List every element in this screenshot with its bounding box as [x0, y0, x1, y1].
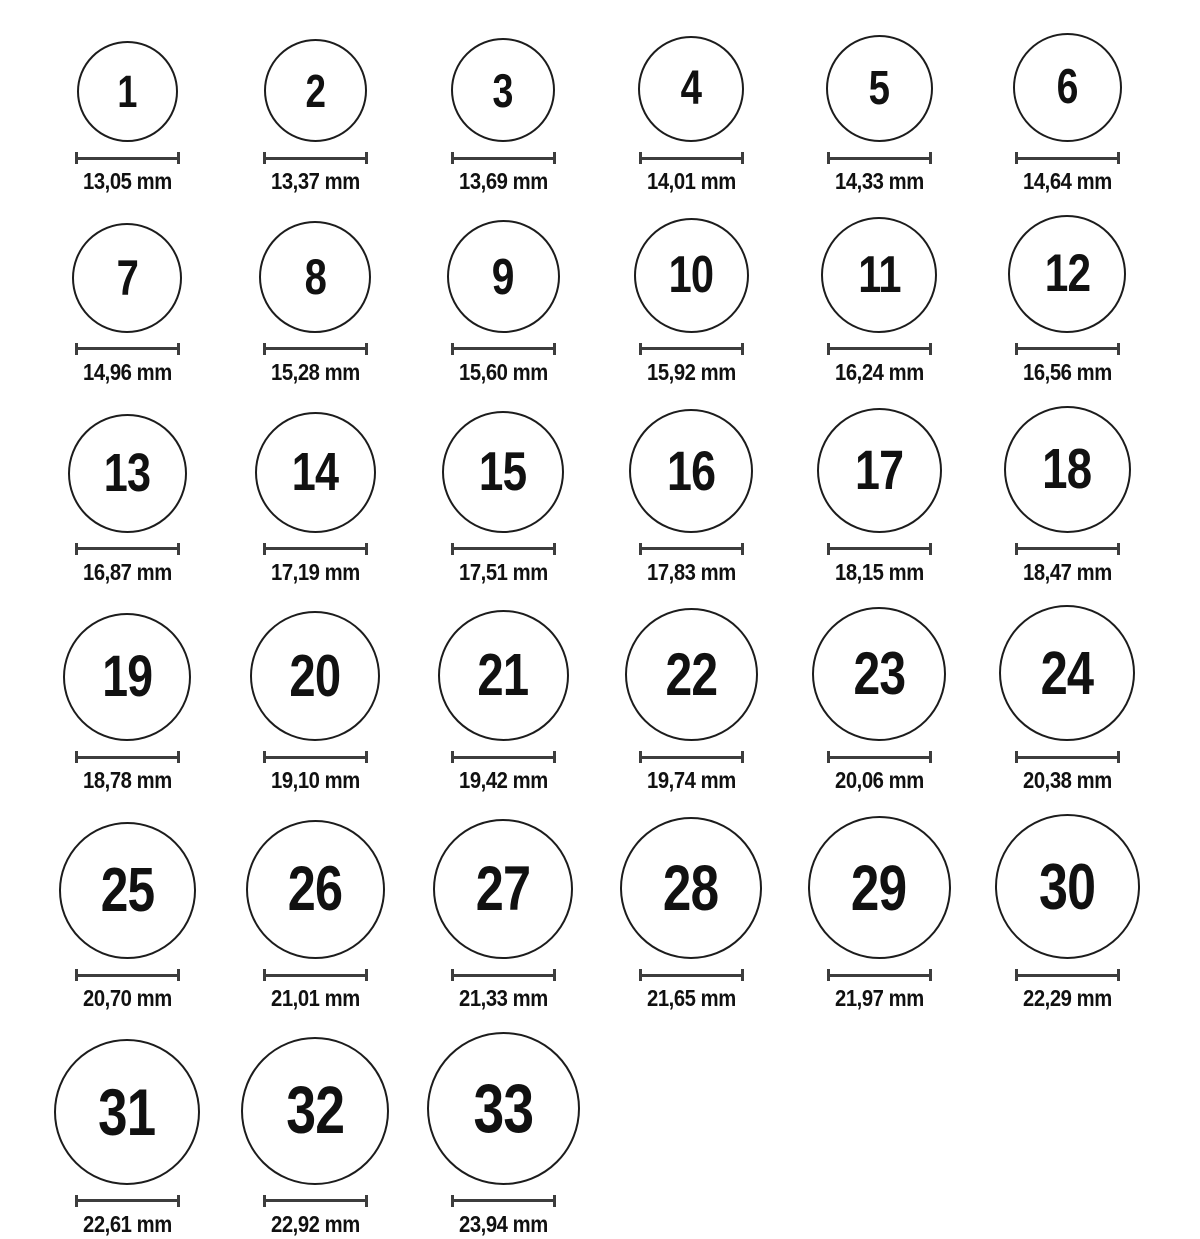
ring-item: [785, 607, 973, 795]
ring-circle: [68, 414, 187, 533]
measure-bar: [454, 974, 553, 977]
measure-bar: [78, 1199, 177, 1202]
ring-item: [409, 220, 597, 387]
measure-endcap-right: [365, 543, 368, 555]
ring-circle: [255, 412, 376, 533]
ring-size-number: 33: [473, 1069, 533, 1147]
measure-endcap-right: [741, 751, 744, 763]
measure-bar: [830, 974, 929, 977]
ring-item: [221, 611, 409, 795]
measure-endcap-right: [177, 343, 180, 355]
measure-bar: [642, 347, 741, 350]
measure-endcap-right: [365, 751, 368, 763]
ring-item: [785, 35, 973, 196]
diameter-label: 22,29 mm: [1022, 985, 1112, 1011]
ring-item: [33, 1039, 221, 1239]
ring-circle: [817, 408, 942, 533]
measure-bar: [266, 347, 365, 350]
measure-endcap-right: [741, 152, 744, 164]
diameter-measure-line: [639, 152, 744, 164]
ring-circle: [72, 223, 182, 333]
ring-circle: [634, 218, 749, 333]
diameter-measure-line: [451, 751, 556, 763]
ring-size-number: 25: [100, 855, 154, 925]
diameter-label: 20,38 mm: [1022, 767, 1112, 794]
measure-bar: [1018, 756, 1117, 759]
measure-bar: [1018, 547, 1117, 550]
ring-circle: [826, 35, 933, 142]
ring-item: [409, 38, 597, 196]
diameter-measure-line: [1015, 152, 1120, 164]
measure-bar: [642, 974, 741, 977]
ring-circle: [620, 817, 762, 959]
ring-item: [221, 221, 409, 387]
diameter-label: 18,15 mm: [834, 558, 924, 585]
ring-item: [785, 816, 973, 1013]
ring-item: [597, 36, 785, 196]
ring-circle: [264, 39, 367, 142]
measure-endcap-right: [553, 751, 556, 763]
diameter-measure-line: [1015, 751, 1120, 763]
diameter-measure-line: [451, 152, 556, 164]
ring-item: [785, 408, 973, 587]
diameter-label: 19,74 mm: [646, 767, 736, 794]
diameter-measure-line: [827, 343, 932, 355]
diameter-label: 20,06 mm: [834, 767, 924, 794]
ring-size-number: 22: [665, 640, 717, 708]
diameter-label: 22,61 mm: [82, 1210, 172, 1237]
ring-circle: [447, 220, 560, 333]
diameter-label: 17,83 mm: [646, 558, 736, 585]
measure-bar: [454, 1199, 553, 1202]
measure-endcap-right: [177, 751, 180, 763]
measure-endcap-right: [177, 543, 180, 555]
measure-bar: [1018, 157, 1117, 160]
diameter-measure-line: [639, 969, 744, 981]
ring-item: [33, 613, 221, 795]
diameter-measure-line: [75, 1195, 180, 1207]
ring-size-number: 16: [666, 438, 716, 502]
measure-endcap-right: [365, 152, 368, 164]
measure-bar: [1018, 347, 1117, 350]
measure-bar: [830, 157, 929, 160]
diameter-label: 23,94 mm: [458, 1210, 548, 1237]
diameter-measure-line: [451, 969, 556, 981]
ring-item: [33, 41, 221, 196]
diameter-label: 18,78 mm: [82, 767, 172, 794]
ring-size-number: 8: [304, 248, 326, 305]
ring-item: [221, 820, 409, 1013]
ring-circle: [63, 613, 191, 741]
ring-size-number: 5: [868, 61, 890, 115]
ring-size-number: 17: [854, 438, 904, 501]
ring-size-number: 23: [853, 640, 905, 708]
ring-item: [597, 608, 785, 795]
ring-circle: [77, 41, 178, 142]
ring-item: [597, 218, 785, 387]
ring-circle: [259, 221, 371, 333]
ring-size-number: 32: [285, 1073, 345, 1149]
measure-endcap-right: [929, 543, 932, 555]
ring-item: [33, 822, 221, 1013]
diameter-measure-line: [263, 1195, 368, 1207]
diameter-measure-line: [639, 543, 744, 555]
measure-endcap-right: [365, 969, 368, 981]
measure-bar: [78, 157, 177, 160]
diameter-measure-line: [263, 751, 368, 763]
ring-item: [221, 412, 409, 587]
diameter-label: 16,56 mm: [1022, 358, 1112, 385]
diameter-measure-line: [75, 152, 180, 164]
diameter-measure-line: [451, 543, 556, 555]
ring-circle: [59, 822, 196, 959]
ring-circle: [625, 608, 758, 741]
measure-bar: [266, 1199, 365, 1202]
measure-bar: [266, 756, 365, 759]
diameter-measure-line: [75, 543, 180, 555]
ring-item: [597, 409, 785, 587]
ring-size-number: 11: [857, 245, 901, 304]
diameter-label: 20,70 mm: [82, 985, 172, 1011]
chart-row: [33, 1032, 1200, 1239]
diameter-measure-line: [263, 543, 368, 555]
measure-bar: [454, 347, 553, 350]
measure-endcap-right: [553, 1195, 556, 1207]
ring-size-number: 7: [116, 249, 138, 306]
ring-size-number: 26: [287, 854, 343, 924]
ring-size-number: 6: [1056, 60, 1078, 114]
measure-endcap-right: [1117, 751, 1120, 763]
diameter-measure-line: [75, 751, 180, 763]
measure-bar: [830, 547, 929, 550]
diameter-label: 14,64 mm: [1022, 168, 1112, 194]
chart-row: [33, 215, 1200, 387]
diameter-label: 15,60 mm: [458, 358, 548, 385]
ring-circle: [451, 38, 555, 142]
diameter-label: 21,33 mm: [458, 985, 548, 1011]
ring-item: [33, 414, 221, 587]
diameter-measure-line: [263, 152, 368, 164]
diameter-label: 16,87 mm: [82, 558, 172, 585]
measure-endcap-right: [1117, 969, 1120, 981]
ring-size-number: 18: [1042, 436, 1092, 501]
ring-size-number: 31: [98, 1074, 156, 1149]
ring-circle: [1004, 406, 1131, 533]
ring-item: [33, 223, 221, 387]
diameter-label: 21,01 mm: [270, 985, 360, 1011]
ring-circle: [812, 607, 946, 741]
ring-size-number: 29: [851, 851, 907, 924]
ring-size-number: 10: [668, 246, 714, 305]
measure-endcap-right: [929, 343, 932, 355]
diameter-label: 19,10 mm: [270, 767, 360, 794]
measure-bar: [642, 157, 741, 160]
measure-endcap-right: [929, 751, 932, 763]
measure-endcap-right: [929, 152, 932, 164]
ring-size-number: 2: [305, 64, 325, 117]
ring-item: [409, 819, 597, 1013]
diameter-measure-line: [451, 1195, 556, 1207]
diameter-label: 15,92 mm: [646, 358, 736, 385]
diameter-measure-line: [1015, 343, 1120, 355]
ring-size-number: 30: [1038, 850, 1096, 923]
ring-item: [973, 605, 1161, 795]
ring-circle: [808, 816, 951, 959]
ring-circle: [638, 36, 744, 142]
diameter-label: 14,33 mm: [834, 168, 924, 194]
diameter-measure-line: [1015, 543, 1120, 555]
measure-endcap-right: [1117, 343, 1120, 355]
diameter-label: 17,19 mm: [270, 558, 360, 585]
ring-item: [409, 1032, 597, 1239]
diameter-label: 22,92 mm: [270, 1210, 360, 1237]
measure-bar: [642, 756, 741, 759]
ring-size-number: 14: [291, 442, 339, 502]
measure-bar: [78, 974, 177, 977]
ring-size-number: 19: [101, 644, 152, 710]
ring-size-number: 4: [680, 62, 702, 115]
ring-size-number: 15: [479, 440, 527, 502]
ring-size-number: 28: [663, 852, 719, 924]
chart-row: [33, 605, 1200, 795]
ring-circle: [999, 605, 1135, 741]
ring-circle: [629, 409, 753, 533]
measure-endcap-right: [365, 1195, 368, 1207]
measure-bar: [78, 347, 177, 350]
measure-bar: [266, 157, 365, 160]
chart-row: [33, 406, 1200, 587]
diameter-label: 14,96 mm: [82, 358, 172, 385]
measure-bar: [1018, 974, 1117, 977]
measure-bar: [78, 756, 177, 759]
measure-bar: [266, 974, 365, 977]
ring-circle: [250, 611, 380, 741]
measure-bar: [642, 547, 741, 550]
diameter-measure-line: [827, 969, 932, 981]
measure-bar: [454, 547, 553, 550]
ring-item: [973, 814, 1161, 1013]
ring-size-number: 13: [103, 443, 151, 503]
diameter-label: 18,47 mm: [1022, 558, 1112, 585]
measure-endcap-right: [741, 543, 744, 555]
diameter-measure-line: [639, 751, 744, 763]
measure-bar: [454, 157, 553, 160]
diameter-measure-line: [827, 751, 932, 763]
diameter-label: 13,69 mm: [458, 168, 548, 194]
diameter-label: 16,24 mm: [834, 358, 924, 385]
measure-endcap-right: [177, 152, 180, 164]
measure-bar: [266, 547, 365, 550]
diameter-measure-line: [1015, 969, 1120, 981]
measure-endcap-right: [177, 969, 180, 981]
diameter-label: 13,37 mm: [270, 168, 360, 194]
ring-size-number: 20: [289, 642, 341, 709]
ring-circle: [821, 217, 937, 333]
ring-item: [221, 39, 409, 196]
ring-circle: [433, 819, 573, 959]
ring-circle: [246, 820, 385, 959]
diameter-measure-line: [75, 343, 180, 355]
ring-circle: [1013, 33, 1122, 142]
ring-item: [409, 610, 597, 795]
ring-size-number: 1: [117, 66, 137, 117]
diameter-measure-line: [75, 969, 180, 981]
diameter-measure-line: [263, 969, 368, 981]
ring-size-number: 27: [475, 853, 531, 924]
measure-endcap-right: [741, 969, 744, 981]
ring-circle: [241, 1037, 389, 1185]
diameter-label: 17,51 mm: [458, 558, 548, 585]
diameter-label: 15,28 mm: [270, 358, 360, 385]
measure-endcap-right: [1117, 543, 1120, 555]
diameter-measure-line: [827, 543, 932, 555]
diameter-measure-line: [263, 343, 368, 355]
diameter-measure-line: [451, 343, 556, 355]
diameter-measure-line: [827, 152, 932, 164]
ring-item: [973, 406, 1161, 587]
ring-circle: [438, 610, 569, 741]
measure-endcap-right: [553, 543, 556, 555]
ring-circle: [995, 814, 1140, 959]
ring-size-number: 21: [477, 642, 529, 709]
measure-endcap-right: [177, 1195, 180, 1207]
diameter-label: 13,05 mm: [82, 168, 172, 194]
ring-item: [221, 1037, 409, 1239]
chart-row: [33, 814, 1200, 1013]
ring-item: [785, 217, 973, 387]
ring-size-number: 12: [1044, 244, 1090, 304]
measure-bar: [454, 756, 553, 759]
ring-item: [973, 215, 1161, 387]
chart-row: [33, 33, 1200, 196]
ring-circle: [1008, 215, 1126, 333]
diameter-label: 14,01 mm: [646, 168, 736, 194]
measure-bar: [830, 756, 929, 759]
diameter-measure-line: [639, 343, 744, 355]
ring-size-number: 3: [492, 63, 514, 117]
measure-endcap-right: [553, 152, 556, 164]
ring-item: [409, 411, 597, 587]
ring-size-number: 24: [1040, 638, 1094, 707]
ring-circle: [427, 1032, 580, 1185]
diameter-label: 19,42 mm: [458, 767, 548, 794]
ring-circle: [442, 411, 564, 533]
ring-item: [973, 33, 1161, 196]
ring-circle: [54, 1039, 200, 1185]
measure-endcap-right: [553, 343, 556, 355]
diameter-label: 21,97 mm: [834, 985, 924, 1011]
diameter-label: 21,65 mm: [646, 985, 736, 1011]
measure-endcap-right: [553, 969, 556, 981]
measure-bar: [830, 347, 929, 350]
measure-bar: [78, 547, 177, 550]
measure-endcap-right: [365, 343, 368, 355]
ring-size-number: 9: [492, 247, 514, 305]
ring-item: [597, 817, 785, 1013]
measure-endcap-right: [741, 343, 744, 355]
measure-endcap-right: [929, 969, 932, 981]
measure-endcap-right: [1117, 152, 1120, 164]
